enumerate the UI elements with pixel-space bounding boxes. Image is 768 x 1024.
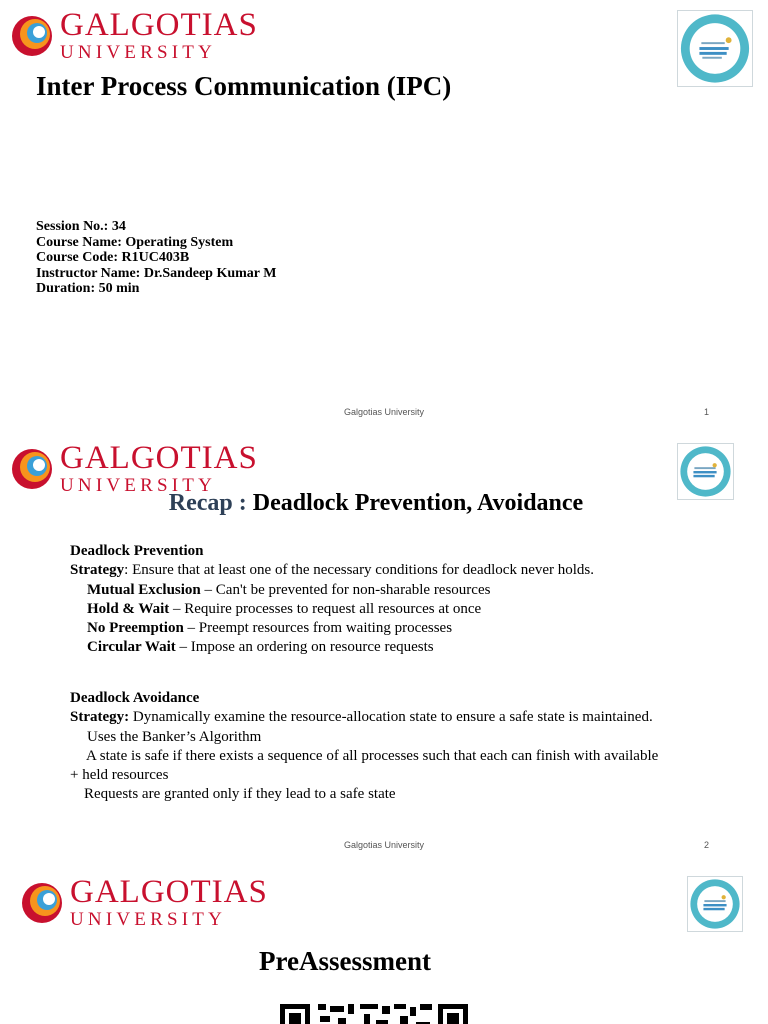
logo-text-university: UNIVERSITY	[60, 475, 216, 496]
list-item	[70, 619, 710, 638]
slide-number: 2	[704, 840, 710, 850]
recap-topic: Deadlock Prevention, Avoidance	[252, 490, 584, 516]
logo-text-galgotias: GALGOTIAS	[70, 874, 268, 910]
galgotias-logo	[10, 442, 258, 495]
condition-text: – Preempt resources from waiting processes	[183, 620, 453, 637]
swirl-logo-icon	[10, 447, 54, 491]
avoidance-strategy-text: Dynamically examine the resource-allocation state to ensure a safe state is maintained.	[129, 709, 653, 726]
swirl-logo-icon	[10, 14, 54, 58]
condition-label: Mutual Exclusion	[87, 581, 201, 598]
duration: Duration: 50 min	[36, 281, 140, 296]
course-code: Course Code: R1UC403B	[36, 250, 190, 265]
g-scale-badge-icon	[688, 877, 742, 931]
prevention-strategy-label: Strategy	[70, 562, 125, 579]
recap-label: Recap :	[168, 490, 253, 516]
footer-university: Galgotias University	[343, 407, 425, 417]
condition-label: No Preemption	[87, 620, 184, 637]
prevention-strategy-text: : Ensure that at least one of the necessary conditions for deadlock never holds.	[124, 562, 595, 579]
qr-code-icon	[280, 1004, 468, 1024]
safe-request-line: Requests are granted only if they lead to a safe state	[84, 786, 396, 803]
slide-title	[0, 490, 752, 517]
avoidance-strategy-label: Strategy:	[70, 709, 130, 726]
condition-text: – Can't be prevented for non-sharable resources	[200, 581, 491, 598]
slide-number: 1	[704, 407, 710, 417]
list-item	[70, 581, 710, 600]
logo-text-galgotias: GALGOTIAS	[60, 440, 258, 476]
bankers-algorithm-line: Uses the Banker’s Algorithm	[87, 728, 262, 745]
g-scale-badge	[687, 876, 743, 932]
session-details	[36, 219, 276, 297]
swirl-logo-icon	[20, 881, 64, 925]
condition-label: Circular Wait	[87, 639, 176, 656]
instructor-name: Instructor Name: Dr.Sandeep Kumar M	[36, 265, 277, 281]
g-scale-badge	[677, 10, 753, 87]
safe-state-definition: A state is safe if there exists a sequence of all processes such that each can finish with available + held resources	[70, 747, 659, 784]
slide-3	[0, 866, 768, 1024]
condition-text: – Impose an ordering on resource requests	[175, 639, 434, 656]
slide-title: PreAssessment	[259, 946, 431, 976]
prevention-heading: Deadlock Prevention	[70, 543, 204, 559]
slide-1	[0, 0, 768, 433]
galgotias-logo	[10, 9, 258, 62]
list-item	[70, 600, 710, 619]
course-name: Course Name: Operating System	[36, 234, 234, 250]
deadlock-avoidance-section	[70, 689, 710, 805]
condition-label: Hold & Wait	[87, 600, 170, 617]
logo-text-galgotias: GALGOTIAS	[60, 7, 258, 43]
avoidance-heading: Deadlock Avoidance	[70, 690, 200, 706]
deadlock-prevention-section	[70, 542, 710, 658]
slide-2	[0, 433, 768, 866]
condition-text: – Require processes to request all resources at once	[169, 600, 482, 617]
list-item	[70, 638, 710, 657]
session-number: Session No.: 34	[36, 219, 126, 234]
logo-text-university: UNIVERSITY	[60, 42, 216, 63]
galgotias-logo	[20, 876, 268, 929]
slide-title: Inter Process Communication (IPC)	[36, 71, 452, 101]
footer-university: Galgotias University	[343, 840, 425, 850]
g-scale-badge-icon	[678, 11, 752, 86]
logo-text-university: UNIVERSITY	[70, 909, 226, 930]
